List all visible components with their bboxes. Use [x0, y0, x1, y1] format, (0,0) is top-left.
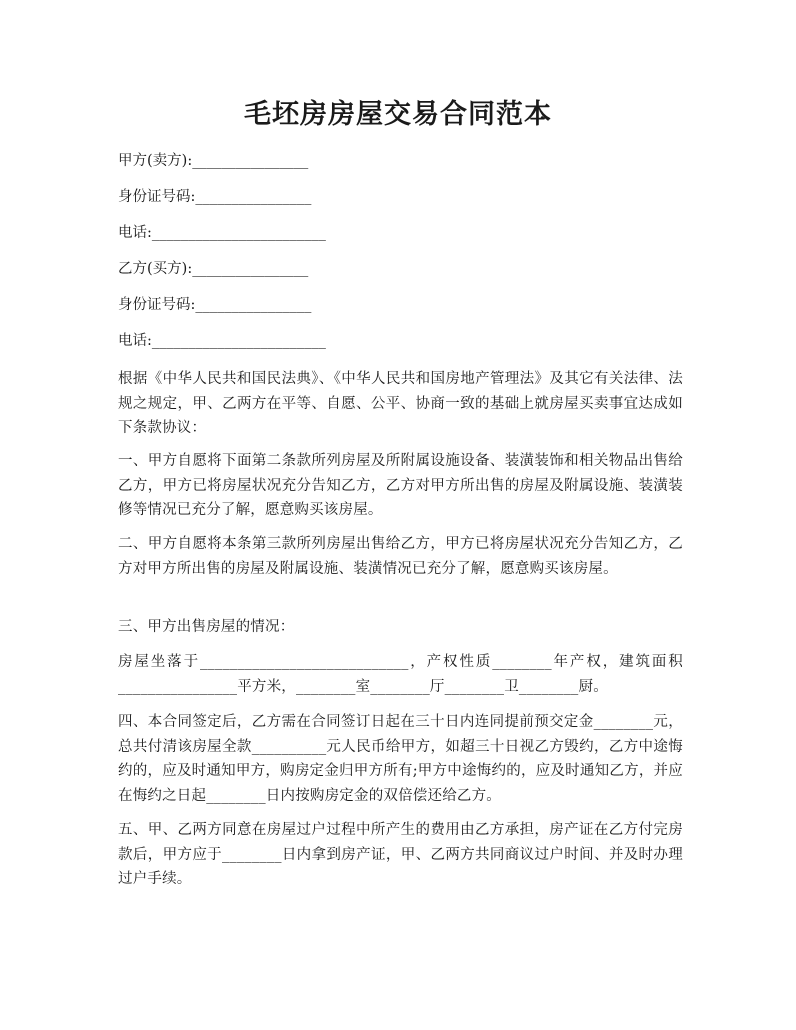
document-title: 毛坯房房屋交易合同范本	[244, 99, 552, 130]
preamble-paragraph: 根据《中华人民共和国民法典》、《中华人民共和国房地产管理法》及其它有关法律、法规之规定，甲、乙两方在平等、自愿、公平、协商一致的基础上就房屋买卖事宜达成如下条款协议：	[118, 371, 683, 436]
clause-2-paragraph: 二、甲方自愿将本条第三款所列房屋出售给乙方，甲方已将房屋状况充分告知乙方，乙方对甲方所出售的房屋及附属设施、装潢情况已充分了解，愿意购买该房屋。	[118, 536, 683, 577]
clause-5-paragraph: 五、甲、乙两方同意在房屋过户过程中所产生的费用由乙方承担，房产证在乙方付完房款后，甲方应于________日内拿到房产证，甲、乙两方共同商议过户时间、并及时办理过户手续。	[118, 822, 683, 887]
buyer-name-field: 乙方(买方):________________	[118, 261, 309, 277]
seller-id-field: 身份证号码:________________	[118, 189, 312, 205]
seller-name-field: 甲方(卖方):________________	[118, 153, 309, 169]
clause-4-paragraph: 四、本合同签定后，乙方需在合同签订日起在三十日内连同提前预交定金________元，总共付清该房屋全款__________元人民币给甲方，如超三十日视乙方毁约，乙方中途悔约的，应及时通知甲方，购房定金归甲方所有;甲方中途悔约的，应及时通知乙方，并应在悔约之日起________日内按购房定金的双倍偿还给乙方。	[118, 714, 683, 804]
seller-phone-field: 电话:________________________	[118, 225, 326, 241]
clause-1-paragraph: 一、甲方自愿将下面第二条款所列房屋及所附属设施设备、装潢装饰和相关物品出售给乙方，甲方已将房屋状况充分告知乙方，乙方对甲方所出售的房屋及附属设施、装潢装修等情况已充分了解，愿意购买该房屋。	[118, 453, 683, 518]
clause-3-heading: 三、甲方出售房屋的情况：	[118, 619, 295, 635]
property-details-paragraph: 房屋坐落于____________________________，产权性质________年产权，建筑面积________________平方米，________室________厅________卫________厨。	[118, 654, 683, 695]
buyer-phone-field: 电话:________________________	[118, 333, 326, 349]
buyer-id-field: 身份证号码:________________	[118, 297, 312, 313]
